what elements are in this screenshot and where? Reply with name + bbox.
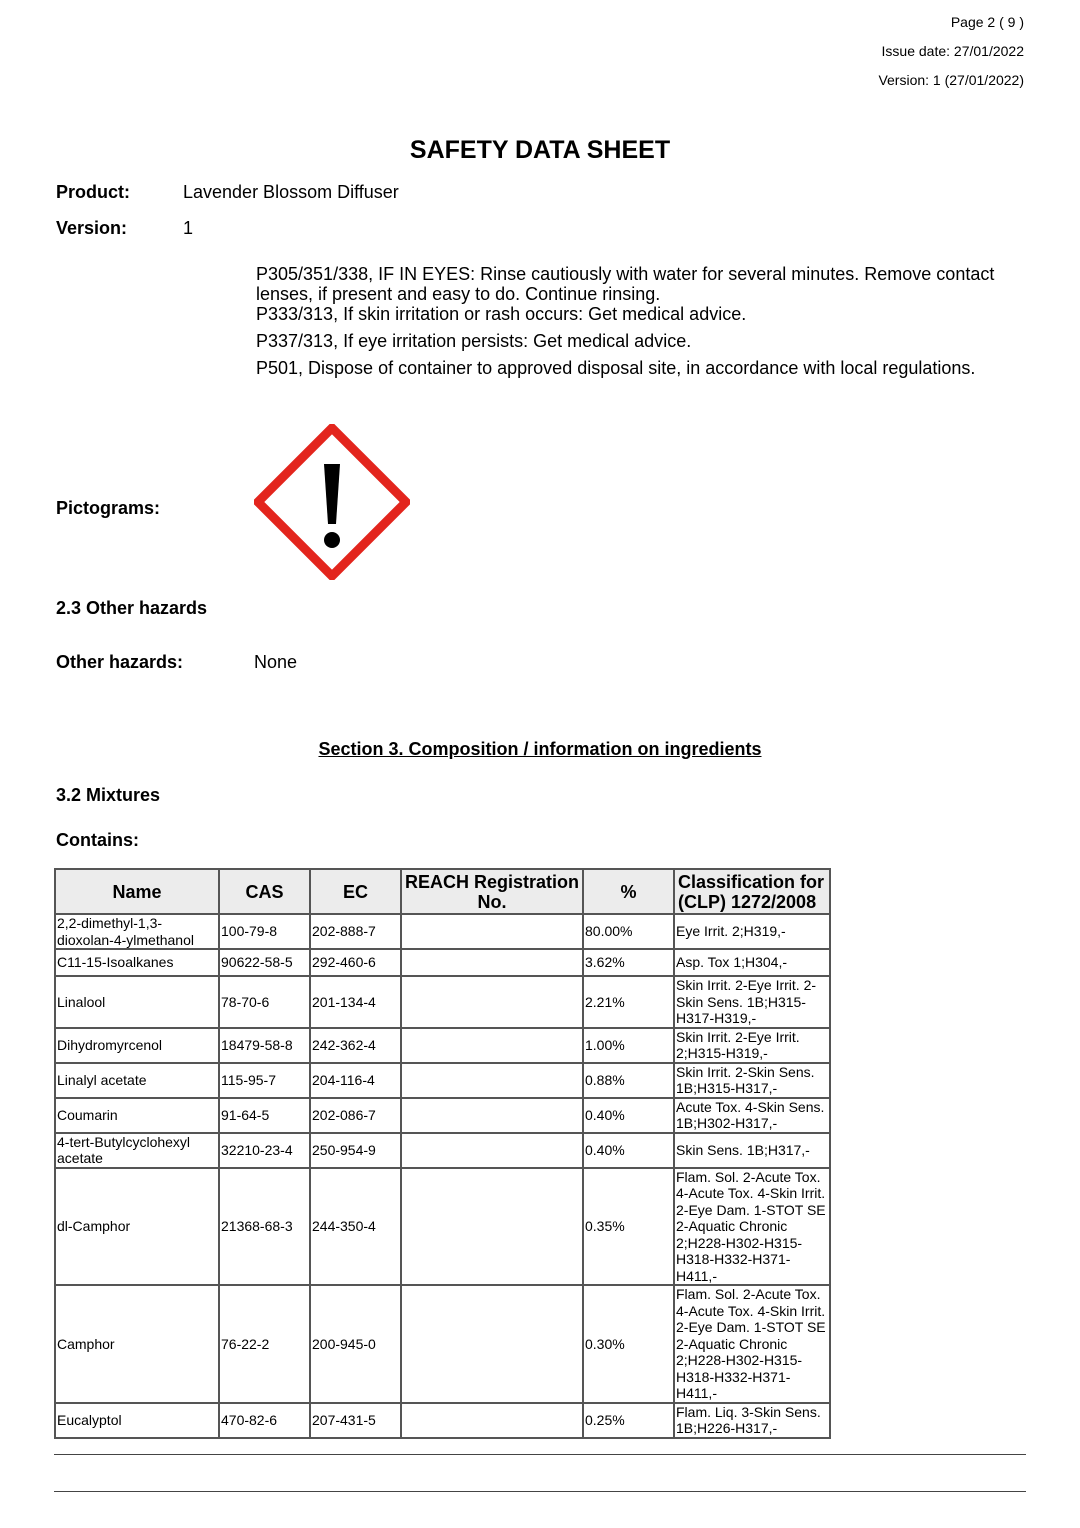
column-header-percent: % [583, 869, 674, 914]
other-hazards-section-heading: 2.3 Other hazards [56, 598, 208, 618]
pictograms-label: Pictograms: [56, 498, 161, 518]
table-row [55, 1285, 830, 1403]
cell-cas: 21368-68-3 [219, 1168, 310, 1286]
cell-ec: 242-362-4 [310, 1028, 401, 1063]
document-title: SAFETY DATA SHEET [409, 136, 671, 164]
cell-name: Eucalyptol [55, 1403, 219, 1438]
cell-name: Linalool [55, 976, 219, 1028]
other-hazards-label: Other hazards: [56, 652, 184, 672]
mixtures-heading: 3.2 Mixtures [56, 785, 161, 805]
cell-classification: Skin Irrit. 2-Eye Irrit. 2-Skin Sens. 1B;H315-H317-H319,- [674, 976, 830, 1028]
footer-divider [54, 1491, 1026, 1492]
cell-classification: Flam. Sol. 2-Acute Tox. 4-Acute Tox. 4-Skin Irrit. 2-Eye Dam. 1-STOT SE 2-Aquatic Chronic 2;H228-H302-H315-H318-H332-H371-H411,- [674, 1285, 830, 1403]
column-header-name: Name [55, 869, 219, 914]
footer-divider [54, 1454, 1026, 1455]
cell-percent: 0.35% [583, 1168, 674, 1286]
cell-reach [401, 914, 583, 949]
cell-classification: Flam. Liq. 3-Skin Sens. 1B;H226-H317,- [674, 1403, 830, 1438]
table-row [55, 1168, 830, 1286]
cell-cas: 32210-23-4 [219, 1133, 310, 1168]
cell-classification: Acute Tox. 4-Skin Sens. 1B;H302-H317,- [674, 1098, 830, 1133]
cell-reach [401, 1098, 583, 1133]
table-row [55, 1098, 830, 1133]
cell-cas: 18479-58-8 [219, 1028, 310, 1063]
version-value: 1 [183, 218, 194, 238]
column-header-ec: EC [310, 869, 401, 914]
section-3-title: Section 3. Composition / information on ingredients [318, 739, 762, 759]
cell-reach [401, 1403, 583, 1438]
product-label: Product: [56, 182, 130, 202]
cell-name: C11-15-Isoalkanes [55, 949, 219, 976]
cell-cas: 91-64-5 [219, 1098, 310, 1133]
cell-classification: Skin Irrit. 2-Skin Sens. 1B;H315-H317,- [674, 1063, 830, 1098]
cell-ec: 207-431-5 [310, 1403, 401, 1438]
cell-classification: Flam. Sol. 2-Acute Tox. 4-Acute Tox. 4-Skin Irrit. 2-Eye Dam. 1-STOT SE 2-Aquatic Chronic 2;H228-H302-H315-H318-H332-H371-H411,- [674, 1168, 830, 1286]
column-header-cas: CAS [219, 869, 310, 914]
cell-reach [401, 1063, 583, 1098]
cell-cas: 90622-58-5 [219, 949, 310, 976]
version-date: Version: 1 (27/01/2022) [878, 72, 1024, 88]
cell-ec: 200-945-0 [310, 1285, 401, 1403]
cell-name: Dihydromyrcenol [55, 1028, 219, 1063]
cell-percent: 0.40% [583, 1133, 674, 1168]
cell-name: Linalyl acetate [55, 1063, 219, 1098]
precautionary-statement: P337/313, If eye irritation persists: Get medical advice. [256, 331, 692, 351]
cell-percent: 2.21% [583, 976, 674, 1028]
contains-label: Contains: [56, 830, 139, 850]
table-row [55, 949, 830, 976]
table-row [55, 1028, 830, 1063]
cell-ec: 204-116-4 [310, 1063, 401, 1098]
cell-percent: 0.25% [583, 1403, 674, 1438]
issue-date: Issue date: 27/01/2022 [881, 43, 1024, 59]
column-header-classification: Classification for (CLP) 1272/2008 [674, 869, 830, 914]
page-number: Page 2 ( 9 ) [950, 14, 1024, 30]
table-row [55, 1063, 830, 1098]
cell-name: dl-Camphor [55, 1168, 219, 1286]
cell-cas: 76-22-2 [219, 1285, 310, 1403]
cell-classification: Skin Sens. 1B;H317,- [674, 1133, 830, 1168]
table-row [55, 914, 830, 949]
cell-cas: 100-79-8 [219, 914, 310, 949]
composition-table [54, 868, 831, 1439]
cell-name: 4-tert-Butylcyclohexyl acetate [55, 1133, 219, 1168]
cell-ec: 292-460-6 [310, 949, 401, 976]
cell-reach [401, 1285, 583, 1403]
cell-ec: 250-954-9 [310, 1133, 401, 1168]
precautionary-statement: P333/313, If skin irritation or rash occurs: Get medical advice. [256, 304, 747, 324]
cell-percent: 80.00% [583, 914, 674, 949]
cell-classification: Skin Irrit. 2-Eye Irrit. 2;H315-H319,- [674, 1028, 830, 1063]
cell-classification: Asp. Tox 1;H304,- [674, 949, 830, 976]
table-header-row [55, 869, 830, 914]
cell-percent: 0.30% [583, 1285, 674, 1403]
cell-reach [401, 1133, 583, 1168]
product-value: Lavender Blossom Diffuser [183, 182, 399, 202]
cell-reach [401, 1028, 583, 1063]
cell-cas: 115-95-7 [219, 1063, 310, 1098]
cell-percent: 0.88% [583, 1063, 674, 1098]
cell-classification: Eye Irrit. 2;H319,- [674, 914, 830, 949]
cell-ec: 202-888-7 [310, 914, 401, 949]
cell-name: Coumarin [55, 1098, 219, 1133]
precautionary-statement: P501, Dispose of container to approved disposal site, in accordance with local regulations. [256, 358, 976, 378]
cell-reach [401, 949, 583, 976]
cell-name: 2,2-dimethyl-1,3-dioxolan-4-ylmethanol [55, 914, 219, 949]
cell-ec: 202-086-7 [310, 1098, 401, 1133]
cell-percent: 0.40% [583, 1098, 674, 1133]
precautionary-statement: P305/351/338, IF IN EYES: Rinse cautiously with water for several minutes. Remove contact lenses, if present and easy to do. Continue rinsing. [256, 264, 995, 304]
table-row [55, 1133, 830, 1168]
cell-ec: 201-134-4 [310, 976, 401, 1028]
cell-ec: 244-350-4 [310, 1168, 401, 1286]
cell-name: Camphor [55, 1285, 219, 1403]
cell-cas: 470-82-6 [219, 1403, 310, 1438]
cell-percent: 3.62% [583, 949, 674, 976]
ghs-exclamation-mark-icon [254, 424, 410, 580]
cell-reach [401, 1168, 583, 1286]
cell-percent: 1.00% [583, 1028, 674, 1063]
cell-cas: 78-70-6 [219, 976, 310, 1028]
table-row [55, 1403, 830, 1438]
other-hazards-value: None [254, 652, 298, 672]
version-label: Version: [56, 218, 128, 238]
cell-reach [401, 976, 583, 1028]
column-header-reach: REACH Registration No. [401, 869, 583, 914]
table-row [55, 976, 830, 1028]
